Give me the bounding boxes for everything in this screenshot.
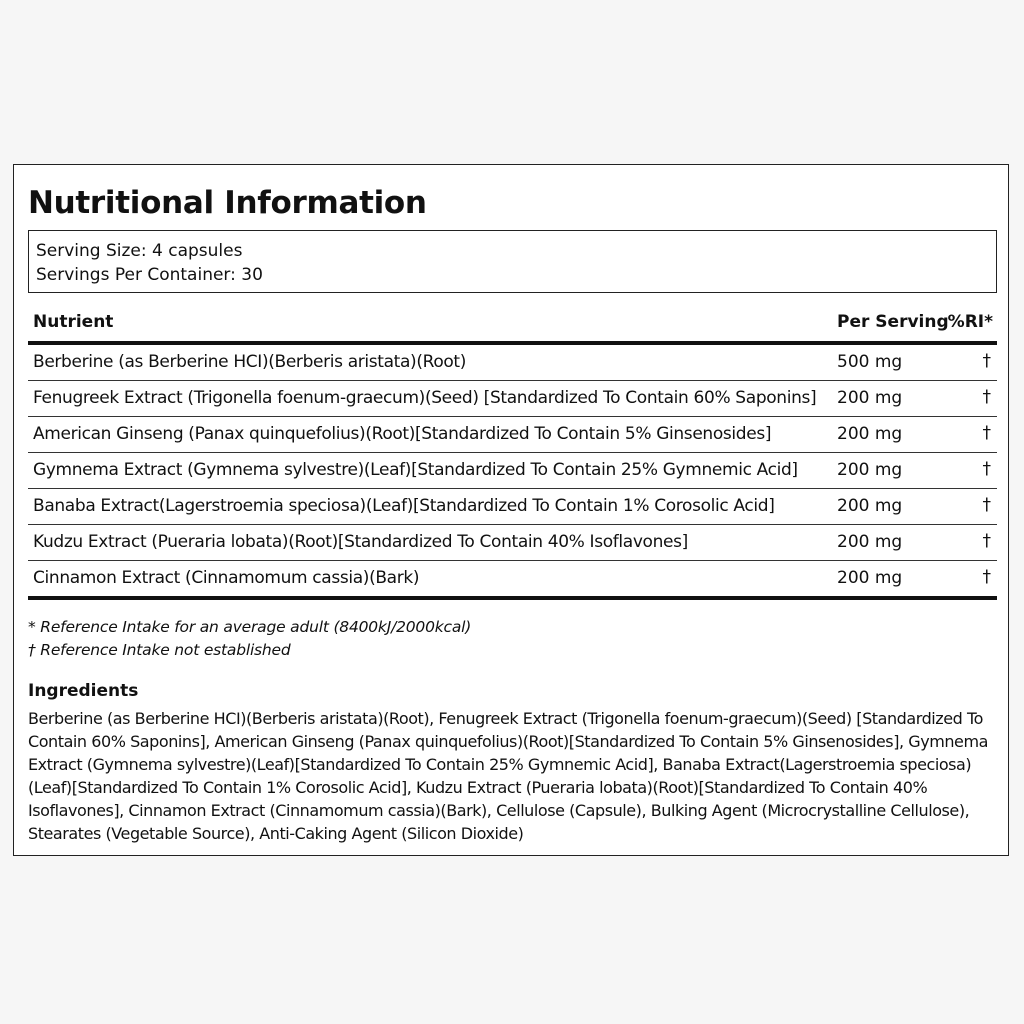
nutrient-amount: 500 mg [837,352,903,372]
serving-size: Serving Size: 4 capsules [36,241,243,261]
nutrient-name: Berberine (as Berberine HCI)(Berberis aristata)(Root) [33,352,467,372]
header-per-serving: Per Serving [837,312,949,332]
nutrient-amount: 200 mg [837,532,903,552]
table-row [28,453,997,489]
nutrient-name: American Ginseng (Panax quinquefolius)(Root)[Standardized To Contain 5% Ginsenosides] [33,424,772,444]
ingredients-heading: Ingredients [28,681,139,701]
nutrient-amount: 200 mg [837,388,903,408]
table-row [28,561,997,600]
table-header [28,303,997,345]
nutrient-name: Kudzu Extract (Pueraria lobata)(Root)[Standardized To Contain 40% Isoflavones] [33,532,688,552]
ingredients-text: Berberine (as Berberine HCI)(Berberis aristata)(Root), Fenugreek Extract (Trigonella foenum-graecum)(Seed) [Standardized To Contain 60% Saponins], American Ginseng (Panax quinquefolius)(Root)[Standardized To Contain 5% Ginsenosides], Gymnema Extract (Gymnema sylvestre)(Leaf)[Standardized To Contain 25% Gymnemic Acid], Banaba Extract(Lagerstroemia speciosa)(Leaf)[Standardized To Contain 1% Corosolic Acid], Kudzu Extract (Pueraria lobata)(Root)[Standardized To Contain 40% Isoflavones], Cinnamon Extract (Cinnamomum cassia)(Bark), Cellulose (Capsule), Bulking Agent (Microcrystalline Cellulose), Stearates (Vegetable Source), Anti-Caking Agent (Silicon Dioxide) [28,709,988,843]
footnotes [28,616,471,662]
table-row [28,489,997,525]
nutrient-ri: † [982,567,991,587]
page-title: Nutritional Information [28,185,427,221]
nutrient-ri: † [982,495,991,515]
nutrient-ri: † [982,351,991,371]
nutrient-name: Cinnamon Extract (Cinnamomum cassia)(Bark) [33,568,420,588]
nutrient-ri: † [982,459,991,479]
nutrient-amount: 200 mg [837,424,903,444]
servings-per-container: Servings Per Container: 30 [36,265,263,285]
serving-info-box [28,230,997,293]
table-row [28,345,997,381]
table-row [28,525,997,561]
nutrient-ri: † [982,423,991,443]
nutrient-ri: † [982,387,991,407]
nutrient-amount: 200 mg [837,496,903,516]
nutrient-table [28,303,997,600]
footnote-reference-intake: * Reference Intake for an average adult (8400kJ/2000kcal) [28,618,472,636]
nutrient-name: Gymnema Extract (Gymnema sylvestre)(Leaf)[Standardized To Contain 25% Gymnemic Acid] [33,460,798,480]
table-row [28,417,997,453]
nutrient-name: Banaba Extract(Lagerstroemia speciosa)(Leaf)[Standardized To Contain 1% Corosolic Acid] [33,496,775,516]
nutrition-panel [13,164,1009,856]
table-row [28,381,997,417]
nutrient-name: Fenugreek Extract (Trigonella foenum-graecum)(Seed) [Standardized To Contain 60% Saponins] [33,388,817,408]
header-nutrient: Nutrient [33,312,114,332]
nutrient-ri: † [982,531,991,551]
header-ri: %RI* [947,312,993,332]
nutrient-amount: 200 mg [837,568,903,588]
nutrient-amount: 200 mg [837,460,903,480]
footnote-not-established: † Reference Intake not established [28,641,291,659]
